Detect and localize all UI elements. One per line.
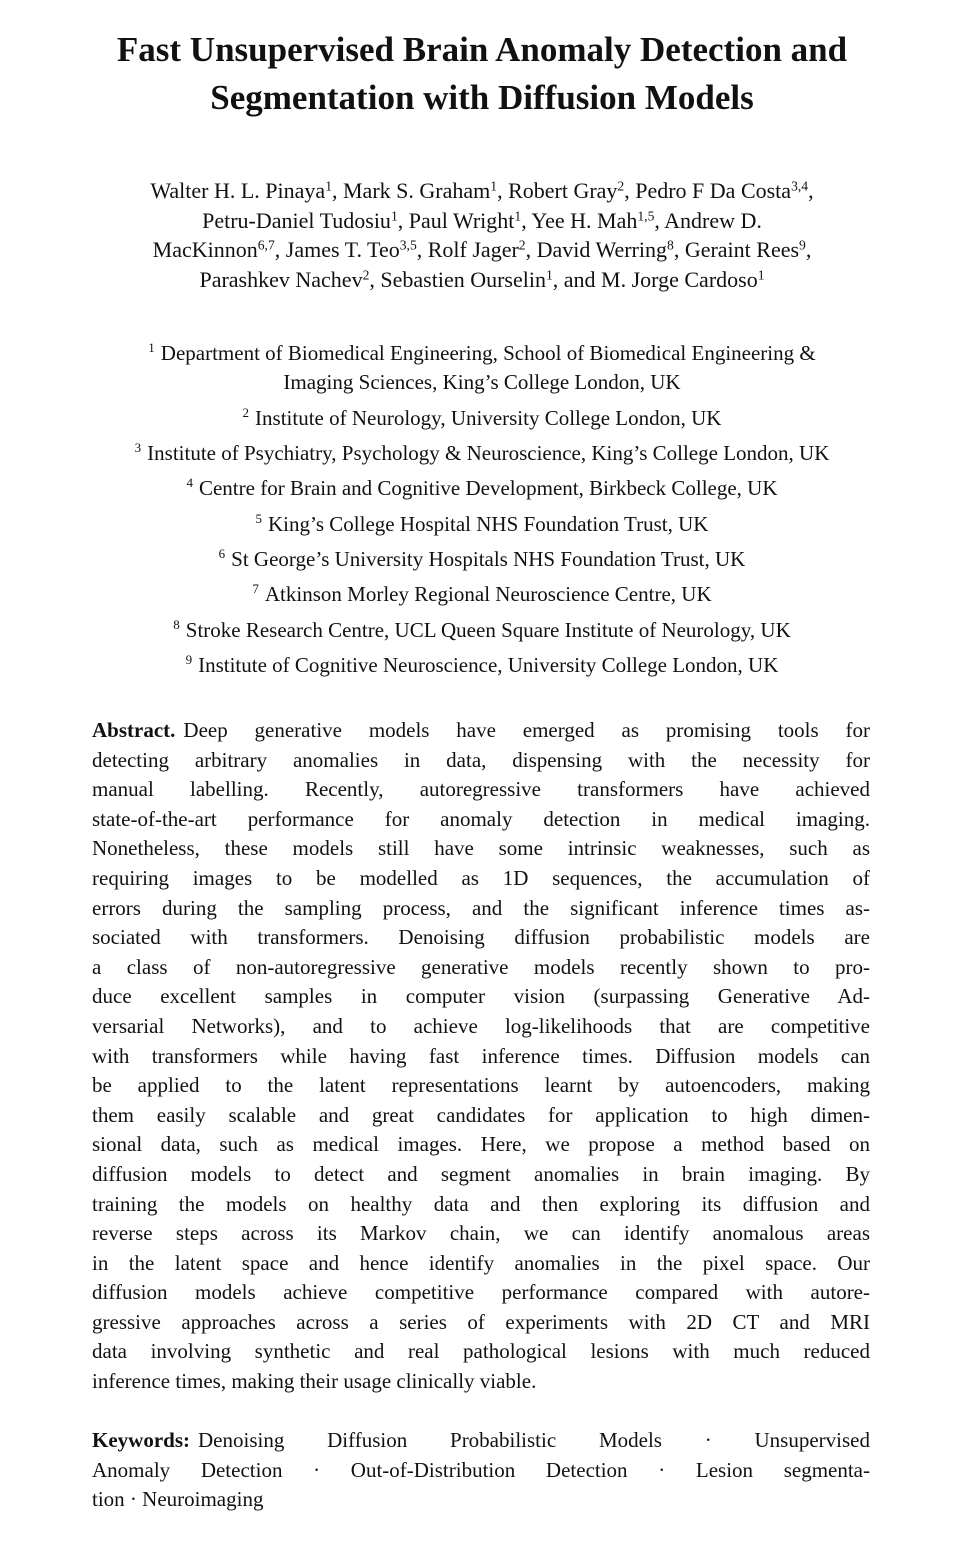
abstract-line: data involving synthetic and real pathological lesions with much reduced	[92, 1339, 870, 1364]
author-name: MacKinnon	[152, 237, 258, 262]
affiliation-marker: 1	[325, 178, 332, 194]
affiliation-number: 4	[186, 475, 193, 491]
affiliation-marker: 2	[518, 237, 526, 253]
affiliation-marker: 8	[667, 237, 674, 253]
affiliation-text: Institute of Psychiatry, Psychology & Neuroscience, King’s College London, UK	[147, 440, 830, 465]
affiliation-number: 7	[252, 581, 259, 597]
affiliation-marker: 1	[514, 208, 522, 223]
affiliation-number: 8	[173, 616, 180, 632]
abstract-line: reverse steps across its Markov chain, we can identify anomalous areas	[92, 1221, 870, 1246]
affiliation-text: Stroke Research Centre, UCL Queen Square Institute of Neurology, UK	[185, 617, 791, 642]
author-name: , Sebastien Ourselin	[369, 266, 546, 292]
abstract-line	[92, 716, 870, 746]
author-line-4	[0, 265, 964, 295]
abstract-line: duce excellent samples in computer vision (surpassing Generative Ad-	[92, 984, 870, 1009]
affiliation-9	[0, 645, 964, 680]
affiliation-text: St George’s University Hospitals NHS Foundation Trust, UK	[231, 546, 746, 571]
abstract-line: diffusion models to detect and segment anomalies in brain imaging. By	[92, 1161, 870, 1186]
author-name: , Robert Gray	[497, 178, 618, 203]
abstract-line: detecting arbitrary anomalies in data, dispensing with the necessity for	[92, 747, 870, 772]
author-name: , Paul Wright	[397, 207, 515, 233]
abstract-line: sional data, such as medical images. Here, we propose a method based on	[92, 1132, 870, 1157]
author-name: Parashkev Nachev	[199, 266, 363, 292]
keywords-line: Anomaly Detection · Out-of-Distribution Detection · Lesion segmenta-	[92, 1457, 870, 1482]
abstract-line: sociated with transformers. Denoising diffusion probabilistic models are	[92, 925, 870, 950]
author-name: , Pedro F Da Costa	[624, 178, 792, 203]
keywords-line: tion · Neuroimaging	[92, 1487, 264, 1512]
affiliation-marker: 1	[490, 178, 498, 194]
abstract-line: training the models on healthy data and then exploring its diffusion and	[92, 1191, 870, 1216]
affiliation-text: Centre for Brain and Cognitive Development, Birkbeck College, UK	[198, 476, 778, 501]
affiliation-number: 1	[148, 340, 155, 355]
author-name: , Geraint Rees	[673, 237, 800, 262]
author-name: , Mark S. Graham	[332, 178, 491, 203]
author-list	[0, 176, 964, 294]
author-name: , Rolf Jager	[416, 237, 519, 262]
affiliation-marker: 2	[362, 267, 370, 282]
affiliation-4	[0, 468, 964, 503]
affiliation-7	[0, 574, 964, 609]
abstract-line: a class of non-autoregressive generative models recently shown to pro-	[92, 954, 870, 979]
affiliation-text: Institute of Cognitive Neuroscience, University College London, UK	[198, 652, 779, 677]
author-name: , James T. Teo	[274, 237, 400, 262]
abstract-line: manual labelling. Recently, autoregressive transformers have achieved	[92, 777, 870, 802]
author-name: Walter H. L. Pinaya	[150, 178, 326, 203]
affiliation-3	[0, 433, 964, 468]
separator: ,	[808, 178, 814, 203]
title-line-2: Segmentation with Diffusion Models	[210, 78, 754, 117]
abstract-line: in the latent space and hence identify anomalies in the pixel space. Our	[92, 1250, 870, 1275]
affiliation-number: 3	[134, 440, 142, 456]
affiliation-marker: 3,4	[791, 178, 809, 194]
keywords-label: Keywords:	[92, 1428, 190, 1452]
keywords-line	[92, 1426, 870, 1456]
abstract-line: state-of-the-art performance for anomaly detection in medical imaging.	[92, 806, 870, 831]
affiliation-marker: 9	[799, 237, 806, 253]
abstract-line: diffusion models achieve competitive performance compared with autore-	[92, 1280, 870, 1305]
author-line-3	[0, 235, 964, 265]
keywords	[92, 1426, 870, 1515]
abstract-line: errors during the sampling process, and the significant inference times as-	[92, 895, 870, 920]
affiliation-marker: 1,5	[637, 208, 655, 223]
affiliation-marker: 2	[617, 178, 625, 194]
abstract-line: gressive approaches across a series of experiments with 2D CT and MRI	[92, 1309, 870, 1334]
keywords-text: Denoising Diffusion Probabilistic Models · Unsupervised	[198, 1428, 870, 1452]
affiliation-text: Imaging Sciences, King’s College London, UK	[283, 370, 681, 395]
author-name: , and M. Jorge Cardoso	[552, 266, 758, 292]
abstract	[92, 716, 870, 1397]
abstract-line: inference times, making their usage clinically viable.	[92, 1369, 537, 1394]
abstract-line: them easily scalable and great candidates for application to high dimen-	[92, 1102, 870, 1127]
affiliation-number: 9	[185, 651, 193, 667]
affiliation-number: 6	[218, 545, 226, 561]
affiliation-marker: 1	[390, 208, 398, 223]
affiliation-1	[0, 333, 964, 368]
affiliation-text: Department of Biomedical Engineering, School of Biomedical Engineering &	[160, 340, 816, 365]
affiliation-1-cont	[0, 368, 964, 398]
author-line-1	[0, 176, 964, 206]
author-name: , Yee H. Mah	[521, 207, 638, 233]
affiliation-text: Atkinson Morley Regional Neuroscience Centre, UK	[264, 582, 712, 607]
affiliation-6	[0, 539, 964, 574]
affiliation-text: King’s College Hospital NHS Foundation Trust, UK	[268, 511, 709, 536]
abstract-text: Deep generative models have emerged as promising tools for	[183, 718, 870, 742]
separator: ,	[805, 237, 812, 262]
affiliation-number: 2	[242, 404, 250, 420]
author-name: Petru-Daniel Tudosiu	[202, 207, 391, 233]
abstract-line: be applied to the latent representations learnt by autoencoders, making	[92, 1073, 870, 1098]
affiliation-list	[0, 333, 964, 680]
paper-title	[0, 26, 964, 122]
affiliation-marker: 1	[757, 267, 765, 282]
abstract-line: versarial Networks), and to achieve log-likelihoods that are competitive	[92, 1013, 870, 1038]
affiliation-marker: 1	[545, 267, 553, 282]
abstract-line: with transformers while having fast inference times. Diffusion models can	[92, 1043, 870, 1068]
abstract-label: Abstract.	[92, 718, 176, 742]
author-line-2	[0, 206, 964, 236]
affiliation-text: Institute of Neurology, University College London, UK	[255, 405, 722, 430]
affiliation-8	[0, 610, 964, 645]
title-line-1: Fast Unsupervised Brain Anomaly Detection and	[116, 30, 848, 69]
author-name: , David Werring	[525, 237, 667, 262]
affiliation-5	[0, 504, 964, 539]
affiliation-2	[0, 398, 964, 433]
abstract-line: Nonetheless, these models still have some intrinsic weaknesses, such as	[92, 836, 870, 861]
affiliation-marker: 6,7	[257, 237, 275, 253]
affiliation-number: 5	[255, 510, 263, 526]
author-name: , Andrew D.	[654, 207, 762, 233]
affiliation-marker: 3,5	[399, 237, 417, 253]
abstract-line: requiring images to be modelled as 1D sequences, the accumulation of	[92, 865, 870, 890]
